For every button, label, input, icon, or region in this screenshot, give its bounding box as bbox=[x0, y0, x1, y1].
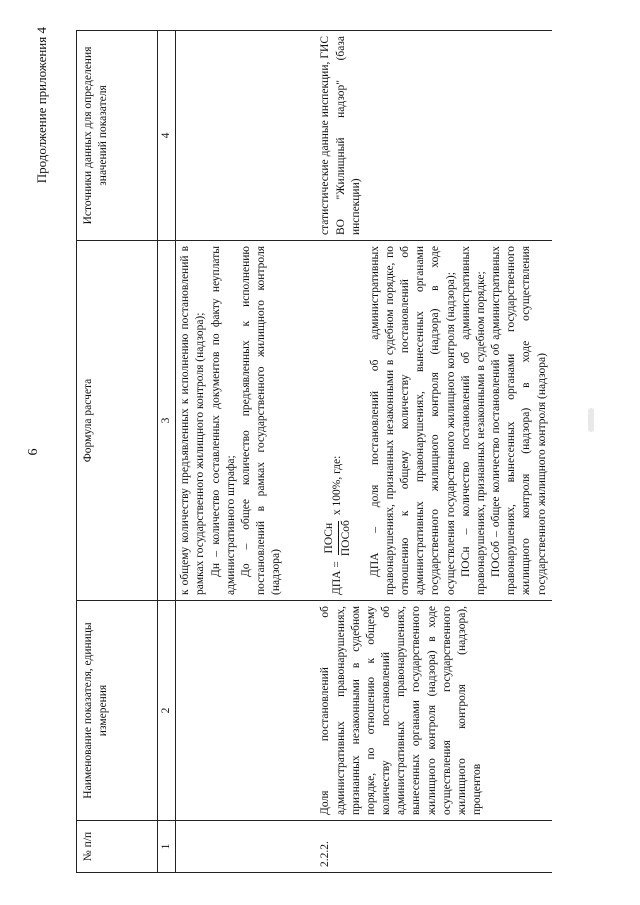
column-number-row bbox=[158, 31, 176, 873]
indicator-name: Доля постановлений об административных правонарушениях, признанных незаконными в судебном порядке, по отношению к общему количеству постановлений об административных правонарушениях, вынесенных органами государственного жилищного контроля (надзора) в ходе осуществления государственного жилищного контроля (надзора), процентов bbox=[319, 606, 484, 815]
table-header-row bbox=[77, 31, 158, 873]
formula-text: ПОСоб – общее количество постановлений об административных правонарушениях, вынесенных органами государственного жилищного контроля (надзора) в ходе осуществления государственного жилищного контроля (надзора) bbox=[490, 246, 548, 595]
formula-text: ДПА – доля постановлений об административных правонарушениях, признанных незаконными в судебном порядке, по отношению к общему количеству постановлений об административных правонарушениях, вынесенных органами государственного жилищного контроля (надзора) в ходе осуществления государственного жилищного контроля (надзора); bbox=[368, 246, 457, 595]
page-header bbox=[20, 17, 82, 887]
appendix-continuation-label: Продолжение приложения 4 bbox=[34, 27, 49, 184]
formula-text: До – общее количество предъявленных к исполнению постановлений в рамках государственного жилищного контроля (надзора) bbox=[239, 246, 283, 595]
header-number: № п/п bbox=[77, 821, 158, 873]
column-number: 1 bbox=[158, 821, 176, 873]
indicator-name-cell bbox=[176, 601, 317, 821]
indicator-table bbox=[76, 30, 552, 873]
row-number-cell bbox=[176, 821, 317, 873]
header-indicator-name: Наименование показателя, единицы измерения bbox=[77, 601, 158, 821]
data-source: статистические данные инспекции, ГИС ВО "Жилищный надзор" (база инспекции) bbox=[319, 36, 362, 235]
formula-fraction bbox=[322, 518, 353, 558]
data-source-cell bbox=[316, 31, 551, 241]
data-source-cell bbox=[176, 31, 317, 241]
formula-rhs: x 100%, где: bbox=[331, 455, 344, 516]
formula bbox=[322, 246, 353, 595]
header-data-sources: Источники данных для определения значений показателя bbox=[77, 31, 158, 241]
scan-mark bbox=[588, 408, 594, 432]
formula-cell bbox=[176, 241, 317, 601]
formula-text: к общему количеству предъявленных к исполнению постановлений в рамках государственного жилищного контроля (надзора); bbox=[179, 246, 207, 595]
page-number: 6 bbox=[26, 448, 41, 456]
formula-cell bbox=[316, 241, 551, 601]
formula-text: Дн – количество составленных документов по факту неуплаты административного штрафа; bbox=[209, 246, 237, 595]
formula-denominator: ПОСоб bbox=[339, 520, 352, 557]
formula-lhs: ДПА = bbox=[331, 561, 344, 595]
column-number: 3 bbox=[158, 241, 176, 601]
formula-text: ПОСн – количество постановлений об административных правонарушениях, признанных незаконными в судебном порядке; bbox=[459, 246, 487, 595]
row-number: 2.2.2. bbox=[316, 821, 551, 873]
table-row bbox=[176, 31, 317, 873]
column-number: 4 bbox=[158, 31, 176, 241]
column-number: 2 bbox=[158, 601, 176, 821]
document-page bbox=[20, 17, 620, 887]
indicator-name-cell bbox=[316, 601, 551, 821]
table-row bbox=[316, 31, 551, 873]
header-formula: Формула расчета bbox=[77, 241, 158, 601]
formula-numerator: ПОСн bbox=[322, 521, 338, 556]
